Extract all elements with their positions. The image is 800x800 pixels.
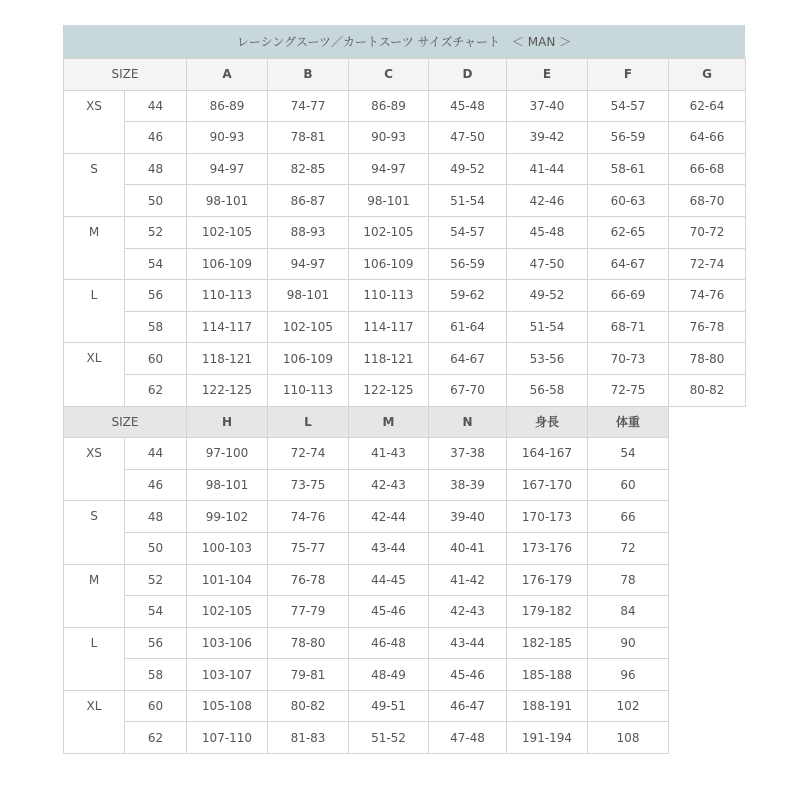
table-row [64,722,746,754]
empty-cell [669,690,746,722]
measurement-cell: 122-125 [349,374,429,406]
column-header: 身長 [507,406,588,438]
size-column-header: SIZE [64,59,187,91]
measurement-cell: 108 [588,722,669,754]
measurement-cell: 45-46 [429,659,507,691]
measurement-cell: 106-109 [268,343,349,375]
table-row [64,690,746,722]
measurement-cell: 59-62 [429,280,507,312]
measurement-cell: 78-80 [268,627,349,659]
table-row [64,343,746,375]
table-row [64,532,746,564]
measurement-cell: 80-82 [268,690,349,722]
measurement-cell: 70-73 [588,343,669,375]
size-number: 50 [125,532,187,564]
measurement-cell: 56-59 [429,248,507,280]
measurement-cell: 80-82 [669,374,746,406]
measurement-cell: 188-191 [507,690,588,722]
column-header: E [507,59,588,91]
measurement-cell: 107-110 [187,722,268,754]
table-row [64,90,746,122]
measurement-cell: 98-101 [349,185,429,217]
measurement-cell: 54 [588,438,669,470]
measurement-cell: 62-64 [669,90,746,122]
measurement-cell: 78-81 [268,122,349,154]
measurement-cell: 94-97 [349,153,429,185]
measurement-cell: 42-44 [349,501,429,533]
measurement-cell: 41-44 [507,153,588,185]
measurement-cell: 54-57 [588,90,669,122]
measurement-cell: 39-40 [429,501,507,533]
measurement-cell: 54-57 [429,216,507,248]
measurement-cell: 102-105 [187,216,268,248]
measurement-cell: 102-105 [187,596,268,628]
measurement-cell: 106-109 [349,248,429,280]
empty-cell [669,469,746,501]
size-label: XL [64,690,125,753]
measurement-cell: 90 [588,627,669,659]
measurement-cell: 110-113 [187,280,268,312]
chart-title: レーシングスーツ／カートスーツ サイズチャート ＜ MAN ＞ [63,25,745,58]
size-label: S [64,153,125,216]
table1-header-row [64,59,746,91]
empty-cell [669,596,746,628]
measurement-cell: 106-109 [187,248,268,280]
column-header: 体重 [588,406,669,438]
table-row [64,374,746,406]
empty-cell [669,501,746,533]
measurement-cell: 46-47 [429,690,507,722]
size-label: L [64,280,125,343]
measurement-cell: 82-85 [268,153,349,185]
size-number: 44 [125,438,187,470]
size-number: 46 [125,469,187,501]
measurement-cell: 45-46 [349,596,429,628]
measurement-cell: 114-117 [349,311,429,343]
size-number: 62 [125,722,187,754]
measurement-cell: 45-48 [507,216,588,248]
column-header: G [669,59,746,91]
size-label: XS [64,90,125,153]
measurement-cell: 96 [588,659,669,691]
measurement-cell: 70-72 [669,216,746,248]
measurement-cell: 62-65 [588,216,669,248]
column-header: L [268,406,349,438]
measurement-cell: 191-194 [507,722,588,754]
measurement-cell: 37-38 [429,438,507,470]
table-row [64,153,746,185]
measurement-cell: 76-78 [268,564,349,596]
measurement-cell: 43-44 [349,532,429,564]
measurement-cell: 72 [588,532,669,564]
measurement-cell: 41-43 [349,438,429,470]
measurement-cell: 103-107 [187,659,268,691]
size-number: 54 [125,596,187,628]
measurement-cell: 72-75 [588,374,669,406]
measurement-cell: 102-105 [349,216,429,248]
empty-cell [669,722,746,754]
measurement-cell: 76-78 [669,311,746,343]
size-label: XL [64,343,125,406]
measurement-cell: 58-61 [588,153,669,185]
measurement-cell: 41-42 [429,564,507,596]
measurement-cell: 46-48 [349,627,429,659]
measurement-cell: 64-67 [429,343,507,375]
measurement-cell: 68-70 [669,185,746,217]
measurement-cell: 98-101 [187,185,268,217]
size-label: XS [64,438,125,501]
column-header: H [187,406,268,438]
measurement-cell: 102-105 [268,311,349,343]
measurement-cell: 101-104 [187,564,268,596]
measurement-cell: 60 [588,469,669,501]
measurement-cell: 74-76 [268,501,349,533]
measurement-cell: 53-56 [507,343,588,375]
size-number: 56 [125,627,187,659]
table-row [64,469,746,501]
measurement-cell: 56-58 [507,374,588,406]
measurement-cell: 94-97 [268,248,349,280]
measurement-cell: 173-176 [507,532,588,564]
size-number: 48 [125,501,187,533]
measurement-cell: 88-93 [268,216,349,248]
measurement-cell: 179-182 [507,596,588,628]
measurement-cell: 79-81 [268,659,349,691]
measurement-cell: 49-52 [429,153,507,185]
blank-header-cell [669,406,746,438]
measurement-cell: 74-77 [268,90,349,122]
measurement-cell: 66-68 [669,153,746,185]
measurement-cell: 170-173 [507,501,588,533]
size-label: L [64,627,125,690]
measurement-cell: 110-113 [349,280,429,312]
column-header: M [349,406,429,438]
measurement-cell: 51-54 [429,185,507,217]
measurement-cell: 81-83 [268,722,349,754]
measurement-cell: 105-108 [187,690,268,722]
size-number: 60 [125,690,187,722]
measurement-cell: 164-167 [507,438,588,470]
size-number: 46 [125,122,187,154]
empty-cell [669,659,746,691]
measurement-cell: 42-46 [507,185,588,217]
measurement-cell: 103-106 [187,627,268,659]
measurement-cell: 45-48 [429,90,507,122]
measurement-cell: 49-51 [349,690,429,722]
measurement-cell: 40-41 [429,532,507,564]
measurement-cell: 176-179 [507,564,588,596]
measurement-cell: 68-71 [588,311,669,343]
size-label: M [64,564,125,627]
measurement-cell: 43-44 [429,627,507,659]
measurement-cell: 47-48 [429,722,507,754]
empty-cell [669,564,746,596]
measurement-cell: 86-89 [187,90,268,122]
measurement-cell: 61-64 [429,311,507,343]
measurement-cell: 78-80 [669,343,746,375]
size-label: M [64,216,125,279]
measurement-cell: 78 [588,564,669,596]
measurement-cell: 44-45 [349,564,429,596]
size-number: 58 [125,311,187,343]
measurement-cell: 49-52 [507,280,588,312]
measurement-cell: 51-52 [349,722,429,754]
size-number: 62 [125,374,187,406]
measurement-cell: 47-50 [429,122,507,154]
measurement-cell: 98-101 [268,280,349,312]
measurement-cell: 72-74 [268,438,349,470]
measurement-cell: 42-43 [349,469,429,501]
table-row [64,216,746,248]
measurement-cell: 75-77 [268,532,349,564]
measurement-cell: 37-40 [507,90,588,122]
measurement-cell: 48-49 [349,659,429,691]
size-number: 52 [125,216,187,248]
measurement-cell: 94-97 [187,153,268,185]
measurement-cell: 42-43 [429,596,507,628]
table-row [64,248,746,280]
measurement-cell: 110-113 [268,374,349,406]
measurement-cell: 64-67 [588,248,669,280]
measurement-cell: 102 [588,690,669,722]
table2-header-row [64,406,746,438]
table-row [64,564,746,596]
measurement-cell: 84 [588,596,669,628]
size-number: 54 [125,248,187,280]
measurement-cell: 167-170 [507,469,588,501]
table-row [64,122,746,154]
measurement-cell: 47-50 [507,248,588,280]
measurement-cell: 66 [588,501,669,533]
column-header: A [187,59,268,91]
column-header: F [588,59,669,91]
measurement-cell: 73-75 [268,469,349,501]
measurement-cell: 99-102 [187,501,268,533]
table-row [64,627,746,659]
empty-cell [669,627,746,659]
size-number: 52 [125,564,187,596]
table-row [64,659,746,691]
measurement-cell: 118-121 [349,343,429,375]
table-row [64,596,746,628]
table-row [64,185,746,217]
size-number: 56 [125,280,187,312]
measurement-cell: 97-100 [187,438,268,470]
measurement-cell: 38-39 [429,469,507,501]
measurement-cell: 64-66 [669,122,746,154]
size-number: 50 [125,185,187,217]
size-number: 58 [125,659,187,691]
size-label: S [64,501,125,564]
measurement-cell: 74-76 [669,280,746,312]
measurement-cell: 56-59 [588,122,669,154]
empty-cell [669,532,746,564]
size-number: 48 [125,153,187,185]
measurement-cell: 98-101 [187,469,268,501]
measurement-cell: 114-117 [187,311,268,343]
measurement-cell: 182-185 [507,627,588,659]
measurement-cell: 118-121 [187,343,268,375]
column-header: N [429,406,507,438]
column-header: B [268,59,349,91]
measurement-cell: 100-103 [187,532,268,564]
column-header: D [429,59,507,91]
measurement-cell: 86-89 [349,90,429,122]
size-number: 60 [125,343,187,375]
measurement-cell: 77-79 [268,596,349,628]
column-header: C [349,59,429,91]
table-row [64,438,746,470]
table-row [64,280,746,312]
measurement-cell: 67-70 [429,374,507,406]
measurement-cell: 72-74 [669,248,746,280]
measurement-cell: 60-63 [588,185,669,217]
measurement-cell: 90-93 [187,122,268,154]
table-row [64,311,746,343]
measurement-cell: 122-125 [187,374,268,406]
measurement-cell: 185-188 [507,659,588,691]
empty-cell [669,438,746,470]
measurement-cell: 51-54 [507,311,588,343]
size-number: 44 [125,90,187,122]
size-column-header: SIZE [64,406,187,438]
size-table [63,58,746,754]
measurement-cell: 86-87 [268,185,349,217]
size-chart [63,25,745,754]
table-row [64,501,746,533]
measurement-cell: 90-93 [349,122,429,154]
measurement-cell: 39-42 [507,122,588,154]
measurement-cell: 66-69 [588,280,669,312]
